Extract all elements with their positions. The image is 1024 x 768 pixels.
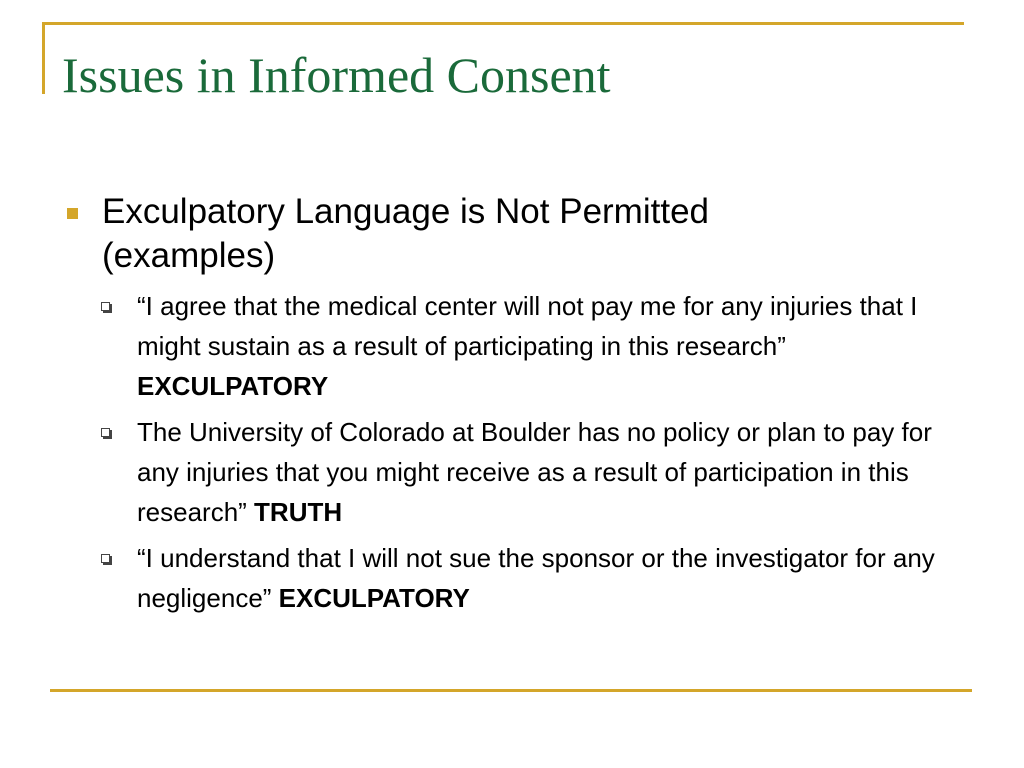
sub-bullet-item xyxy=(100,538,967,618)
sub-bullet-text: “I agree that the medical center will not pay me for any injuries that I might sustain as a result of participating in this research” xyxy=(137,291,918,361)
frame-left-line xyxy=(42,22,45,94)
frame-top-line xyxy=(42,22,964,25)
square-bullet-icon xyxy=(67,208,78,219)
sub-bullet-item xyxy=(100,412,967,532)
hollow-square-bullet-icon xyxy=(101,428,110,437)
hollow-square-bullet-icon xyxy=(101,302,110,311)
sub-bullet-text: The University of Colorado at Boulder has no policy or plan to pay for any injuries that you might receive as a result of participation in this research” xyxy=(137,417,932,527)
sub-bullet-text: “I understand that I will not sue the sponsor or the investigator for any negligence” xyxy=(137,543,935,613)
frame-bottom-line xyxy=(50,689,972,692)
verdict-label: TRUTH xyxy=(254,497,343,527)
verdict-label: EXCULPATORY xyxy=(278,583,470,613)
bullet-item xyxy=(64,190,862,278)
slide-content xyxy=(64,190,974,624)
sub-bullet-list xyxy=(64,286,974,618)
bullet-text: Exculpatory Language is Not Permitted (examples) xyxy=(102,192,709,275)
slide-title: Issues in Informed Consent xyxy=(62,47,611,103)
hollow-square-bullet-icon xyxy=(101,554,110,563)
sub-bullet-item xyxy=(100,286,967,406)
verdict-label: EXCULPATORY xyxy=(137,371,329,401)
